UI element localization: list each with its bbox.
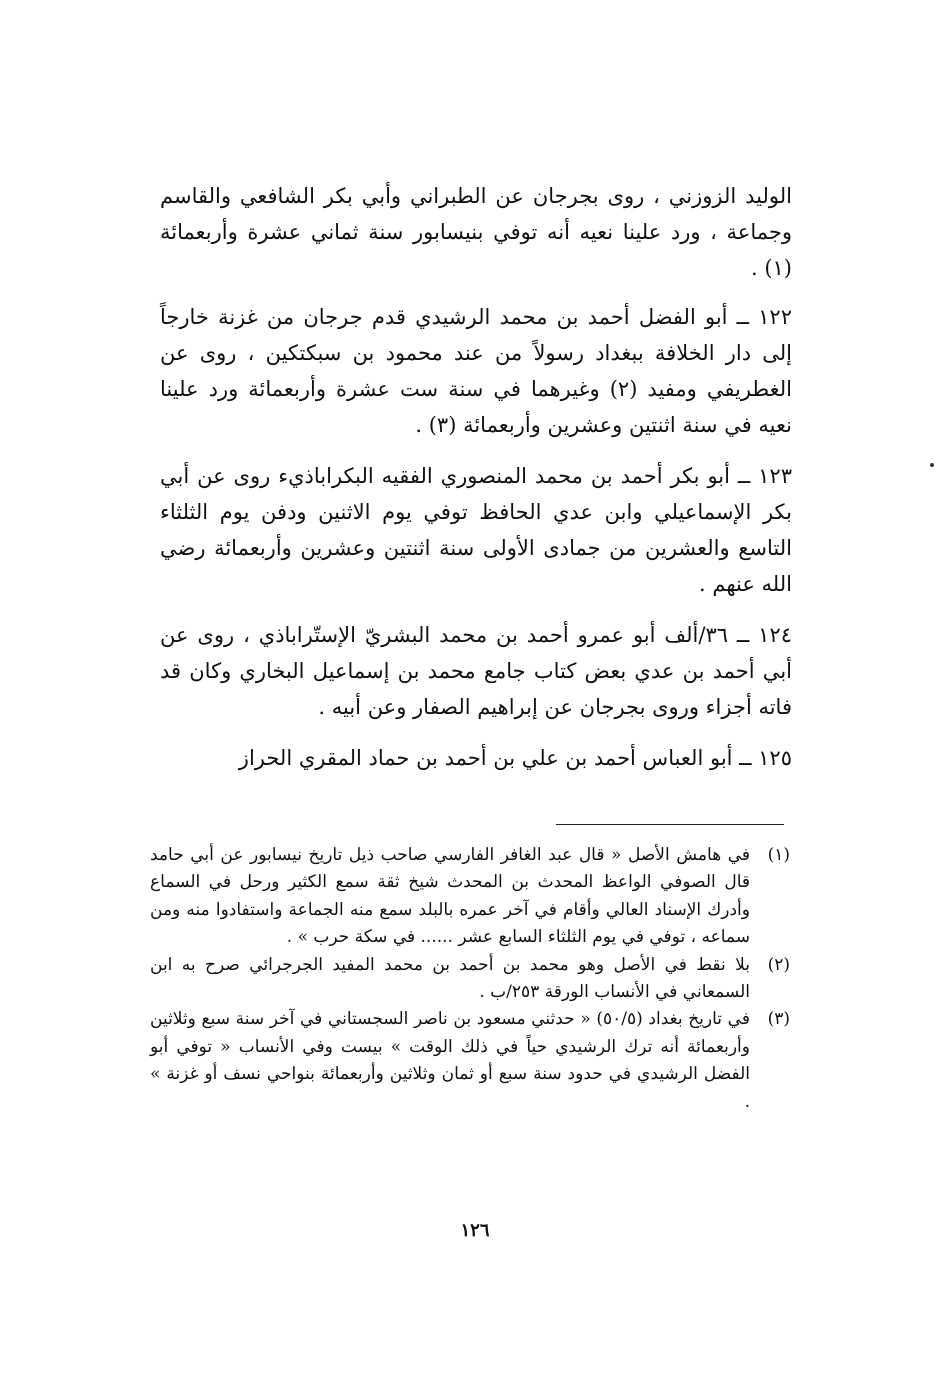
- paragraph-continuation: الوليد الزوزني ، روى بجرجان عن الطبراني وأبي بكر الشافعي والقاسم وجماعة ، ورد علينا نعيه أنه توفي بنيسابور سنة ثماني عشرة وأربعمائة (١) .: [160, 184, 792, 280]
- footnote-separator: [556, 824, 784, 825]
- footnote-1: [150, 842, 790, 952]
- entry-123: ١٢٣ ــ أبو بكر أحمد بن محمد المنصوري الفقيه البكراباذيء روى عن أبي بكر الإسماعيلي وابن عدي الحافظ توفي يوم الاثنين ودفن يوم الثلثاء التاسع والعشرين من جمادى الأولى سنة اثنتين وعشرين وأربعمائة رضي الله عنهم .: [160, 464, 792, 596]
- entry-125: ١٢٥ ــ أبو العباس أحمد بن علي بن أحمد بن حماد المقري الحراز: [238, 746, 792, 770]
- footnote-text: في هامش الأصل « قال عبد الغافر الفارسي صاحب ذيل تاريخ نيسابور عن أبي حامد قال الصوفي الواعظ المحدث بن المحدث شيخ ثقة سمع الكثير ورحل في السماع وأدرك الإسناد العالي وأقام في آخر عمره بالبلد سمع منه الجماعة واستفادوا منه ومن سماعه ، توفي في يوم الثلثاء السابع عشر ...... في سكة حرب » .: [150, 845, 750, 948]
- footnote-text: في تاريخ بغداد (٥٠/٥) « حدثني مسعود بن ناصر السجستاني في آخر سنة سبع وثلاثين وأربعمائة أنه ترك الرشيدي حياً في ذلك الوقت » بيست وفي الأنساب « توفي أبو الفضل الرشيدي في حدود سنة سبع أو ثمان وثلاثين وأربعمائة بنواحي نسف أو غزنة » .: [150, 1009, 750, 1112]
- footnote-2: [150, 952, 790, 1007]
- entry-122: ١٢٢ ــ أبو الفضل أحمد بن محمد الرشيدي قدم جرجان من غزنة خارجاً إلى دار الخلافة ببغداد رسولاً من عند محمود بن سبكتكين ، روى عن الغطريفي ومفيد (٢) وغيرهما في سنة ست عشرة وأربعمائة ورد علينا نعيه في سنة اثنتين وعشرين وأربعمائة (٣) .: [160, 305, 792, 437]
- footnote-number: (١): [767, 845, 790, 865]
- footnotes: [150, 842, 790, 1116]
- footnote-number: (٣): [767, 1009, 790, 1030]
- footnote-text: بلا نقط في الأصل وهو محمد بن أحمد بن محمد المفيد الجرجرائي صرح به ابن السمعاني في الأنساب الورقة ٢٥٣/ب .: [150, 954, 750, 1003]
- page-number: ١٢٦: [460, 1220, 490, 1241]
- footnote-3: [150, 1006, 790, 1116]
- entry-124: ١٢٤ ــ ٣٦/ألف أبو عمرو أحمد بن محمد البشريّ الإستّراباذي ، روى عن أبي أحمد بن عدي بعض كتاب جامع محمد بن إسماعيل البخاري وكان قد فاته أجزاء وروى بجرجان عن إبراهيم الصفار وعن أبيه .: [160, 623, 792, 719]
- scan-edge-mark: [930, 463, 934, 467]
- footnote-number: (٢): [767, 954, 790, 975]
- main-text: [160, 178, 792, 791]
